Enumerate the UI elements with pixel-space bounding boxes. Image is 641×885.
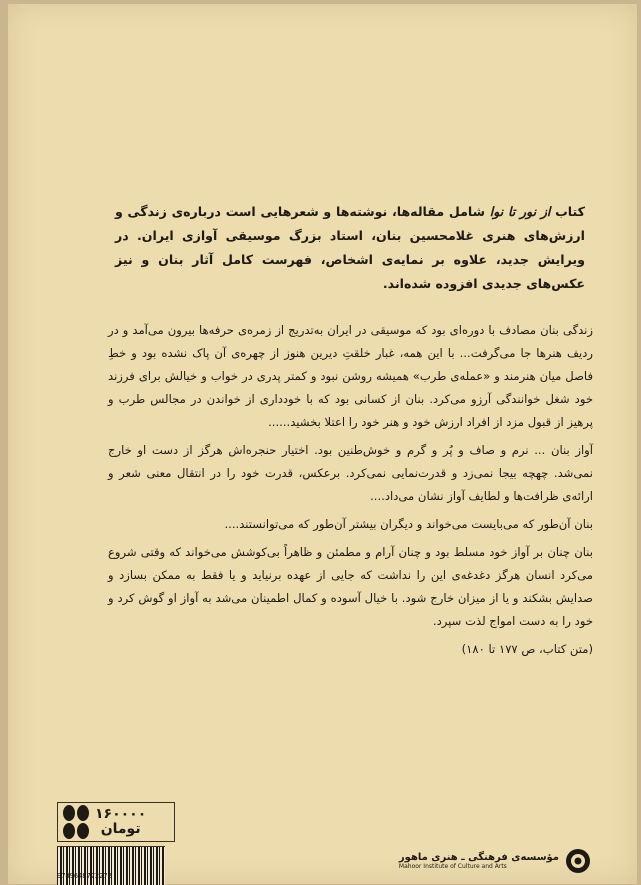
book-back-cover [8,4,637,884]
book-excerpt [108,319,593,666]
excerpt-paragraph-1: زندگی بنان مصادف با دوره‌ای بود که موسیقی در ایران به‌تدریج از زمره‌ی حرفه‌ها بیرون می‌آمد و در ردیف هنرها جا می‌گرفت... با این همه، غبار خلقتِ دیرین هنوز از چهره‌ی آن پاک نشده بود و خطِ فاصل میان هنرمند و «عمله‌ی طرب» همیشه روشن نبود و کمتر پدری در خواب و خیالش برای فرزند خود شغل خوانندگی آرزو می‌کرد. بنان از کسانی بود که با خودداری از خواندن در مجالس طرب و پرهیز از قبول مزد از افراد ارزش خود و هنر خود را اعتلا بخشید...... [108,323,593,429]
price-emblem-icon [63,805,89,839]
isbn-number: 9789648772272 [57,872,112,880]
publisher-name [399,852,559,870]
publisher-logo-icon [565,848,591,874]
publisher-name-fa: مؤسسه‌ی فرهنگی ـ هنری ماهور [398,852,559,863]
book-blurb [115,200,585,296]
excerpt-paragraph-4: بنان چنان بر آواز خود مسلط بود و چنان آرام و مطمئن و ظاهراً بی‌کوشش می‌خواند که وقتی شروع می‌کرد انسان هرگز دغدغه‌ی این را نداشت که جایی از عهده برنیاید و یا فقط به ممکن بسازد و صدایش بشکند و یا از میزان خارج شود. با خیال آسوده و کمال اطمینان می‌شد به آواز او گوش کرد و خود را به دست امواج لذت سپرد. [108,545,593,628]
price-box [57,802,175,842]
publisher-imprint [399,848,591,874]
book-title: از نور تا نوا [489,204,551,219]
price-amount: ۱۶۰۰۰۰ [95,806,147,822]
price-currency: تومان [100,821,141,837]
blurb-lead: کتاب [550,204,585,219]
price-text [95,807,146,837]
blurb-text: شامل مقاله‌ها، نوشته‌ها و شعرهایی است درباره‌ی زندگی و ارزش‌های هنری غلامحسین بنان، استاد بزرگ موسیقی آوازی ایران. در ویرایش جدید، علاوه بر نمایه‌ی اشخاص، فهرست کامل آثار بنان و نیز عکس‌های جدیدی افزوده شده‌اند. [115,204,585,291]
publisher-name-en: Mahoor Institute of Culture and Arts [398,863,507,870]
excerpt-source: (متن کتاب، ص ۱۷۷ تا ۱۸۰) [461,642,593,656]
excerpt-paragraph-3: بنان آن‌طور که می‌بایست می‌خواند و دیگران بیشتر آن‌طور که می‌توانستند.... [224,517,593,531]
excerpt-paragraph-2: آواز بنان ... نرم و صاف و پُر و گرم و خوش‌طنین بود. اختیار حنجره‌اش هرگز از دست او خارج نمی‌شد. چهچه بیجا نمی‌زد و قدرت‌نمایی نمی‌کرد. برعکس، قدرت خود را در انتقال معنی شعر و ارائه‌ی ظرافت‌ها و لطایف آواز نشان می‌داد.... [108,443,593,503]
